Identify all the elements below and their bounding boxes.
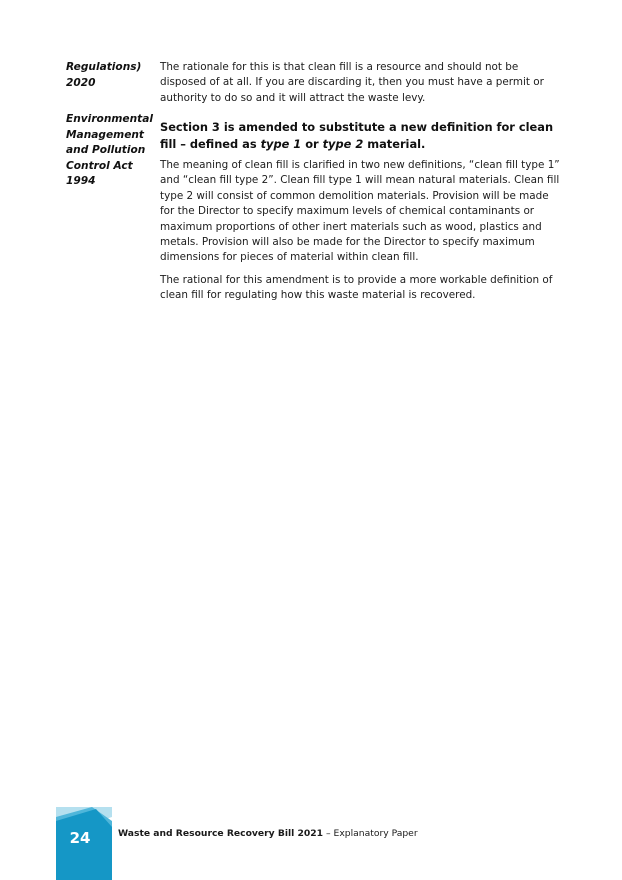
sidebar-label-line: Regulations) xyxy=(66,61,142,73)
rationale-block xyxy=(160,60,562,106)
clean-fill-definition-paragraph: The meaning of clean fill is clarified in two new definitions, “clean fill type 1” and “clean fill type 2”. Clean fill type 1 will mean natural materials. Clean fill type 2 will consist of common demolition materials. Provision will be made for the Director to specify maximum levels of chemical contaminants or maximum proportions of other inert materials such as wood, plastics and metals. Provision will also be made for the Director to specify maximum dimensions for pieces of material within clean fill. xyxy=(160,159,560,264)
heading-type1: type 1 xyxy=(260,136,302,151)
sidebar-label-line: Environmental xyxy=(66,113,153,125)
sidebar-label-regulations xyxy=(66,60,152,91)
footer-title xyxy=(118,828,418,839)
sidebar-label-line: 2020 xyxy=(66,76,96,89)
amendment-block xyxy=(160,119,562,311)
heading-or: or xyxy=(301,136,323,151)
footer-title-bold: Waste and Resource Recovery Bill 2021 xyxy=(118,828,324,839)
footer-title-rest: – Explanatory Paper xyxy=(323,828,418,839)
heading-suffix: material. xyxy=(363,136,426,151)
section-heading xyxy=(160,119,562,152)
page-number-badge xyxy=(56,807,112,880)
sidebar-label-line: Management xyxy=(66,128,144,141)
page-number: 24 xyxy=(69,829,91,847)
rationale-paragraph: The rationale for this is that clean fill is a resource and should not be disposed of at all. If you are discarding it, then you must have a permit or authority to do so and it will attract the waste levy. xyxy=(160,61,544,104)
sidebar-label-line: Control Act xyxy=(66,159,133,172)
heading-prefix: Section 3 is amended to substitute a new definition for clean fill – defined as xyxy=(160,120,554,151)
sidebar-label-line: 1994 xyxy=(66,175,96,188)
amendment-rationale-paragraph: The rational for this amendment is to provide a more workable definition of clean fill for regulating how this waste material is recovered. xyxy=(160,273,553,302)
sidebar-label-epmc-act xyxy=(66,112,152,190)
heading-type2: type 2 xyxy=(322,136,364,151)
sidebar-label-line: and Pollution xyxy=(66,144,146,157)
